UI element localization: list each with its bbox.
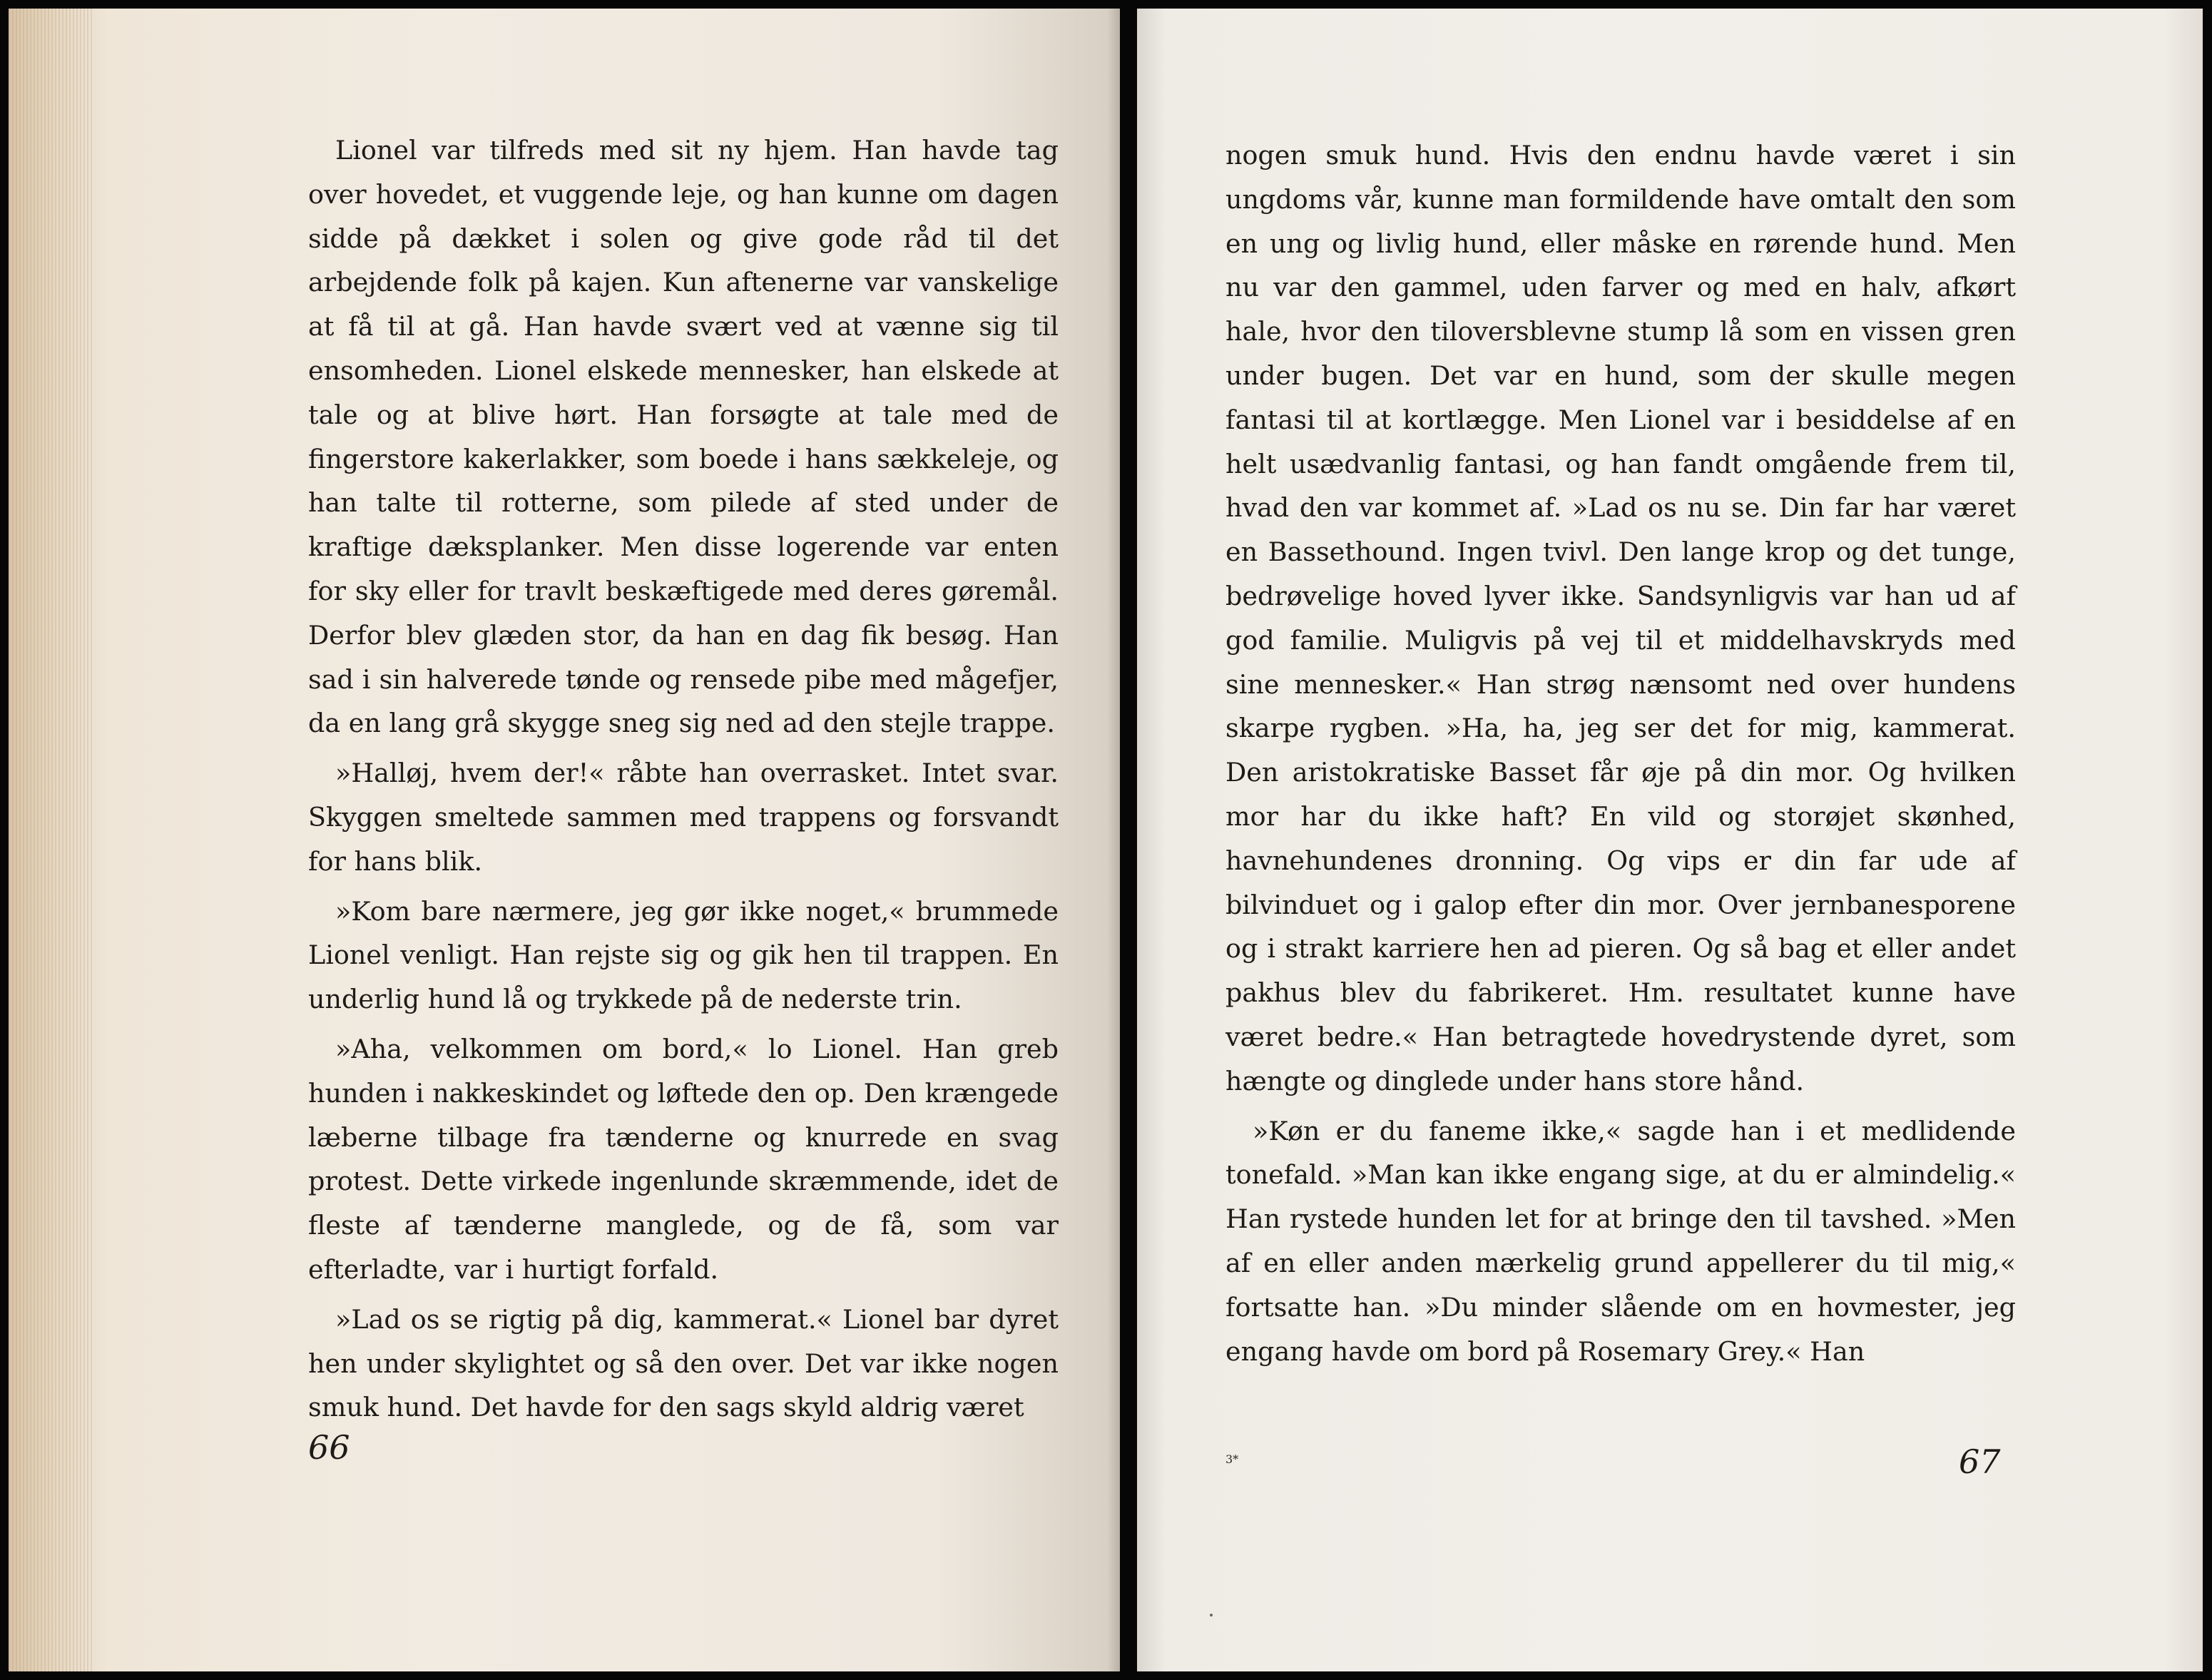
paragraph: »Køn er du faneme ikke,« sagde han i et medlidende tonefald. »Man kan ikke engang sige, at du er almindelig.« Han rystede hunden let for at bringe den til tavshed. »Men af en eller anden mærkelig grund appellerer du til mig,« fortsatte han. »Du minder slående om en hovmester, jeg engang havde om bord på Rosemary Grey.« Han [1225, 1115, 2016, 1367]
paper-speck [1210, 1614, 1213, 1617]
paragraph: »Aha, velkommen om bord,« lo Lionel. Han greb hunden i nakkeskindet og løftede den op. Den krængede læberne tilbage fra tænderne og knurrede en svag protest. Dette virkede ingenlunde skræmmende, idet de fleste af tænderne manglede, og de få, som var efterladte, var i hurtigt forfald. [308, 1033, 1059, 1285]
signature-mark: 3* [1225, 1452, 1239, 1466]
paragraph: »Kom bare nærmere, jeg gør ikke noget,« brummede Lionel venligt. Han rejste sig og gik hen til trappen. En underlig hund lå og trykkede på de nederste trin. [308, 895, 1059, 1015]
left-page [9, 9, 1120, 1671]
left-page-text [308, 128, 1059, 1430]
page-number: 67 [1959, 1442, 2001, 1481]
paragraph: Lionel var tilfreds med sit ny hjem. Han havde tag over hovedet, et vuggende leje, og han kunne om dagen sidde på dækket i solen og give gode råd til det arbejdende folk på kajen. Kun aftenerne var vanskelige at få til at gå. Han havde svært ved at vænne sig til ensomheden. Lionel elskede mennesker, han elskede at tale og at blive hørt. Han forsøgte at tale med de fingerstore kakerlakker, som boede i hans sækkeleje, og han talte til rotterne, som pilede af sted under de kraftige dæksplanker. Men disse logerende var enten for sky eller for travlt beskæftigede med deres gøremål. Derfor blev glæden stor, da han en dag fik besøg. Han sad i sin halverede tønde og rensede pibe med mågefjer, da en lang grå skygge sneg sig ned ad den stejle trappe. [308, 135, 1059, 739]
page-number: 66 [308, 1428, 350, 1467]
paragraph: »Lad os se rigtig på dig, kammerat.« Lionel bar dyret hen under skylightet og så den over. Det var ikke nogen smuk hund. Det havde for den sags skyld aldrig været [308, 1303, 1059, 1423]
right-page [1137, 9, 2203, 1671]
paragraph: »Halløj, hvem der!« råbte han overrasket. Intet svar. Skyggen smeltede sammen med trappens og forsvandt for hans blik. [308, 758, 1059, 877]
paragraph: nogen smuk hund. Hvis den endnu havde været i sin ungdoms vår, kunne man formildende have omtalt den som en ung og livlig hund, eller måske en rørende hund. Men nu var den gammel, uden farver og med en halv, afkørt hale, hvor den tiloversblevne stump lå som en vissen gren under bugen. Det var en hund, som der skulle megen fantasi til at kortlægge. Men Lionel var i besiddelse af en helt usædvanlig fantasi, og han fandt omgående frem til, hvad den var kommet af. »Lad os nu se. Din far har været en Bassethound. Ingen tvivl. Den lange krop og det tunge, bedrøvelige hoved lyver ikke. Sandsynligvis var han ud af god familie. Muligvis på vej til et middelhavskryds med sine mennesker.« Han strøg nænsomt ned over hundens skarpe rygben. »Ha, ha, jeg ser det for mig, kammerat. Den aristokratiske Basset får øje på din mor. Og hvilken mor har du ikke haft? En vild og storøjet skønhed, havnehundenes dronning. Og vips er din far ude af bilvinduet og i galop efter din mor. Over jernbanesporene og i strakt karriere hen ad pieren. Og så bag et eller andet pakhus blev du fabrikeret. Hm. resultatet kunne have været bedre.« Han betragtede hovedrystende dyret, som hængte og dinglede under hans store hånd. [1225, 140, 2016, 1096]
right-page-text [1225, 133, 2016, 1373]
